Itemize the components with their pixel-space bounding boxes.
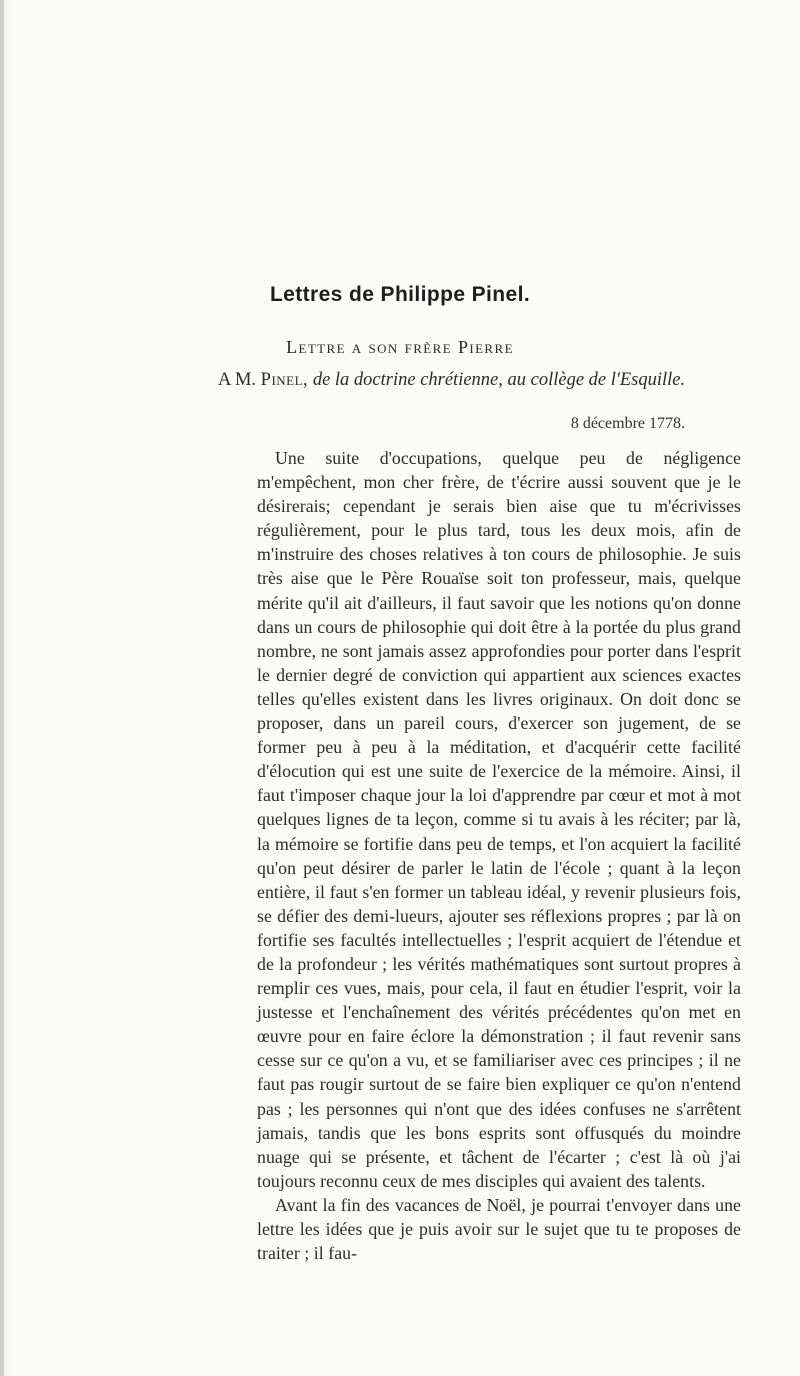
address-rest: de la doctrine chrétienne, au collège de l'Esquille. [312,370,686,390]
address-prefix: A M. [218,370,257,390]
letter-date: 8 décembre 1778. [570,415,685,432]
article-title: Lettres de Philippe Pinel. [269,283,531,306]
address-name: Pinel, [260,370,309,390]
letter-body [257,446,741,1265]
paragraph: Avant la fin des vacances de Noël, je pourrai t'envoyer dans une lettre les idées que je puis avoir sur le sujet que tu te proposes de traiter ; il fau- [257,1194,741,1264]
page-gutter [0,0,4,1376]
paragraph: Une suite d'occupations, quelque peu de négligence m'empêchent, mon cher frère, de t'écrire aussi souvent que je le désirerais; cependant je serais bien aise que tu m'écrivisses régulièrement, pour le plus tard, tous les deux mois, afin de m'instruire des choses relatives à ton cours de philosophie. Je suis très aise que le Père Rouaïse soit ton professeur, mais, quelque mérite qu'il ait d'ailleurs, il faut savoir que les notions qu'on donne dans un cours de philosophie qui doit être à la portée du plus grand nombre, ne sont jamais assez approfondies pour porter dans l'esprit le dernier degré de conviction qui appartient aux sciences exactes telles qu'elles existent dans les livres originaux. On doit donc se proposer, dans un pareil cours, d'exercer son jugement, de se former peu à peu à la méditation, et d'acquérir cette facilité d'élocution qui est une suite de l'exercice de la mémoire. Ainsi, il faut t'imposer chaque jour la loi d'apprendre par cœur et mot à mot quelques lignes de ta leçon, comme si tu avais à les réciter; par là, la mémoire se fortifie dans peu de temps, et l'on acquiert la facilité qu'on peut désirer de parler le latin de l'école ; quant à la leçon entière, il faut s'en former un tableau idéal, y revenir plusieurs fois, se défier des demi-lueurs, ajouter ses réflexions propres ; par là on fortifie ses facultés intellectuelles ; l'esprit acquiert de l'étendue et de la profondeur ; les vérités mathématiques sont surtout propres à remplir ces vues, mais, pour cela, il faut en étudier l'esprit, voir la justesse et l'enchaînement des vérités précédentes qu'on met en œuvre pour en faire éclore la démonstration ; il faut revenir sans cesse sur ce qu'on a vu, et se familiariser avec ces principes ; il ne faut pas rougir surtout de se faire bien expliquer ce qu'on n'entend pas ; les personnes qui n'ont que des idées confuses ne s'arrêtent jamais, tandis que les bons esprits sont offusqués du moindre nuage qui se présente, et tâchent de l'écarter ; c'est là où j'ai toujours reconnu ceux de mes disciples qui avaient des talents. [257,448,741,1191]
letter-address [218,370,685,391]
letter-heading: Lettre a son frère Pierre [286,337,514,357]
